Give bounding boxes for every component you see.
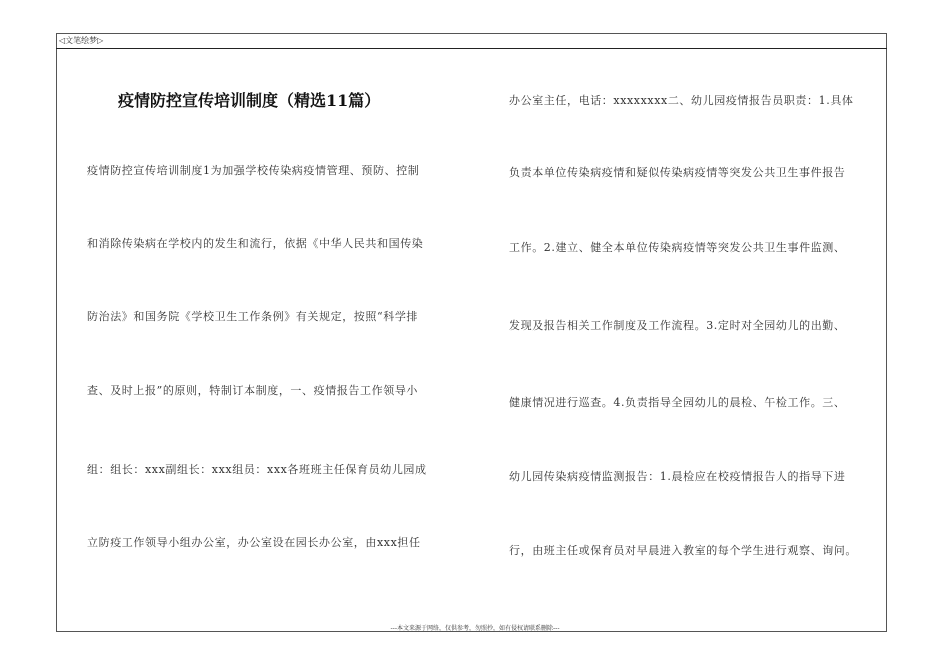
header-divider <box>56 48 887 49</box>
header-watermark: ◁文笔绘梦▷ <box>59 36 104 45</box>
left-line-6: 立防疫工作领导小组办公室，办公室设在园长办公室，由xxx担任 <box>87 536 421 549</box>
right-line-1: 办公室主任，电话：xxxxxxxx二、幼儿园疫情报告员职责：1.具体 <box>509 94 854 107</box>
right-line-5: 健康情况进行巡查。4.负责指导全园幼儿的晨检、午检工作。三、 <box>509 396 846 409</box>
left-line-3: 防治法》和国务院《学校卫生工作条例》有关规定，按照“科学排 <box>87 310 419 323</box>
left-line-4: 查、及时上报”的原则，特制订本制度，一、疫情报告工作领导小 <box>87 384 419 397</box>
right-line-6: 幼儿园传染病疫情监测报告：1.晨检应在校疫情报告人的指导下进 <box>509 470 846 483</box>
left-line-2: 和消除传染病在学校内的发生和流行，依据《中华人民共和国传染 <box>87 237 424 250</box>
left-line-5: 组：组长：xxx副组长：xxx组员：xxx各班班主任保育员幼儿园成 <box>87 463 427 476</box>
left-line-1: 疫情防控宣传培训制度1为加强学校传染病疫情管理、预防、控制 <box>87 164 420 177</box>
right-line-7: 行，由班主任或保育员对早晨进入教室的每个学生进行观察、询问。 <box>509 544 857 557</box>
right-line-3: 工作。2.建立、健全本单位传染病疫情等突发公共卫生事件监测、 <box>509 241 846 254</box>
right-line-2: 负责本单位传染病疫情和疑似传染病疫情等突发公共卫生事件报告 <box>509 166 846 179</box>
footer-disclaimer: ---本文来源于网络，仅供参考，勿照抄，如有侵权请联系删除--- <box>390 625 560 632</box>
right-line-4: 发现及报告相关工作制度及工作流程。3.定时对全园幼儿的出勤、 <box>509 319 846 332</box>
document-title: 疫情防控宣传培训制度（精选11篇） <box>118 91 381 110</box>
